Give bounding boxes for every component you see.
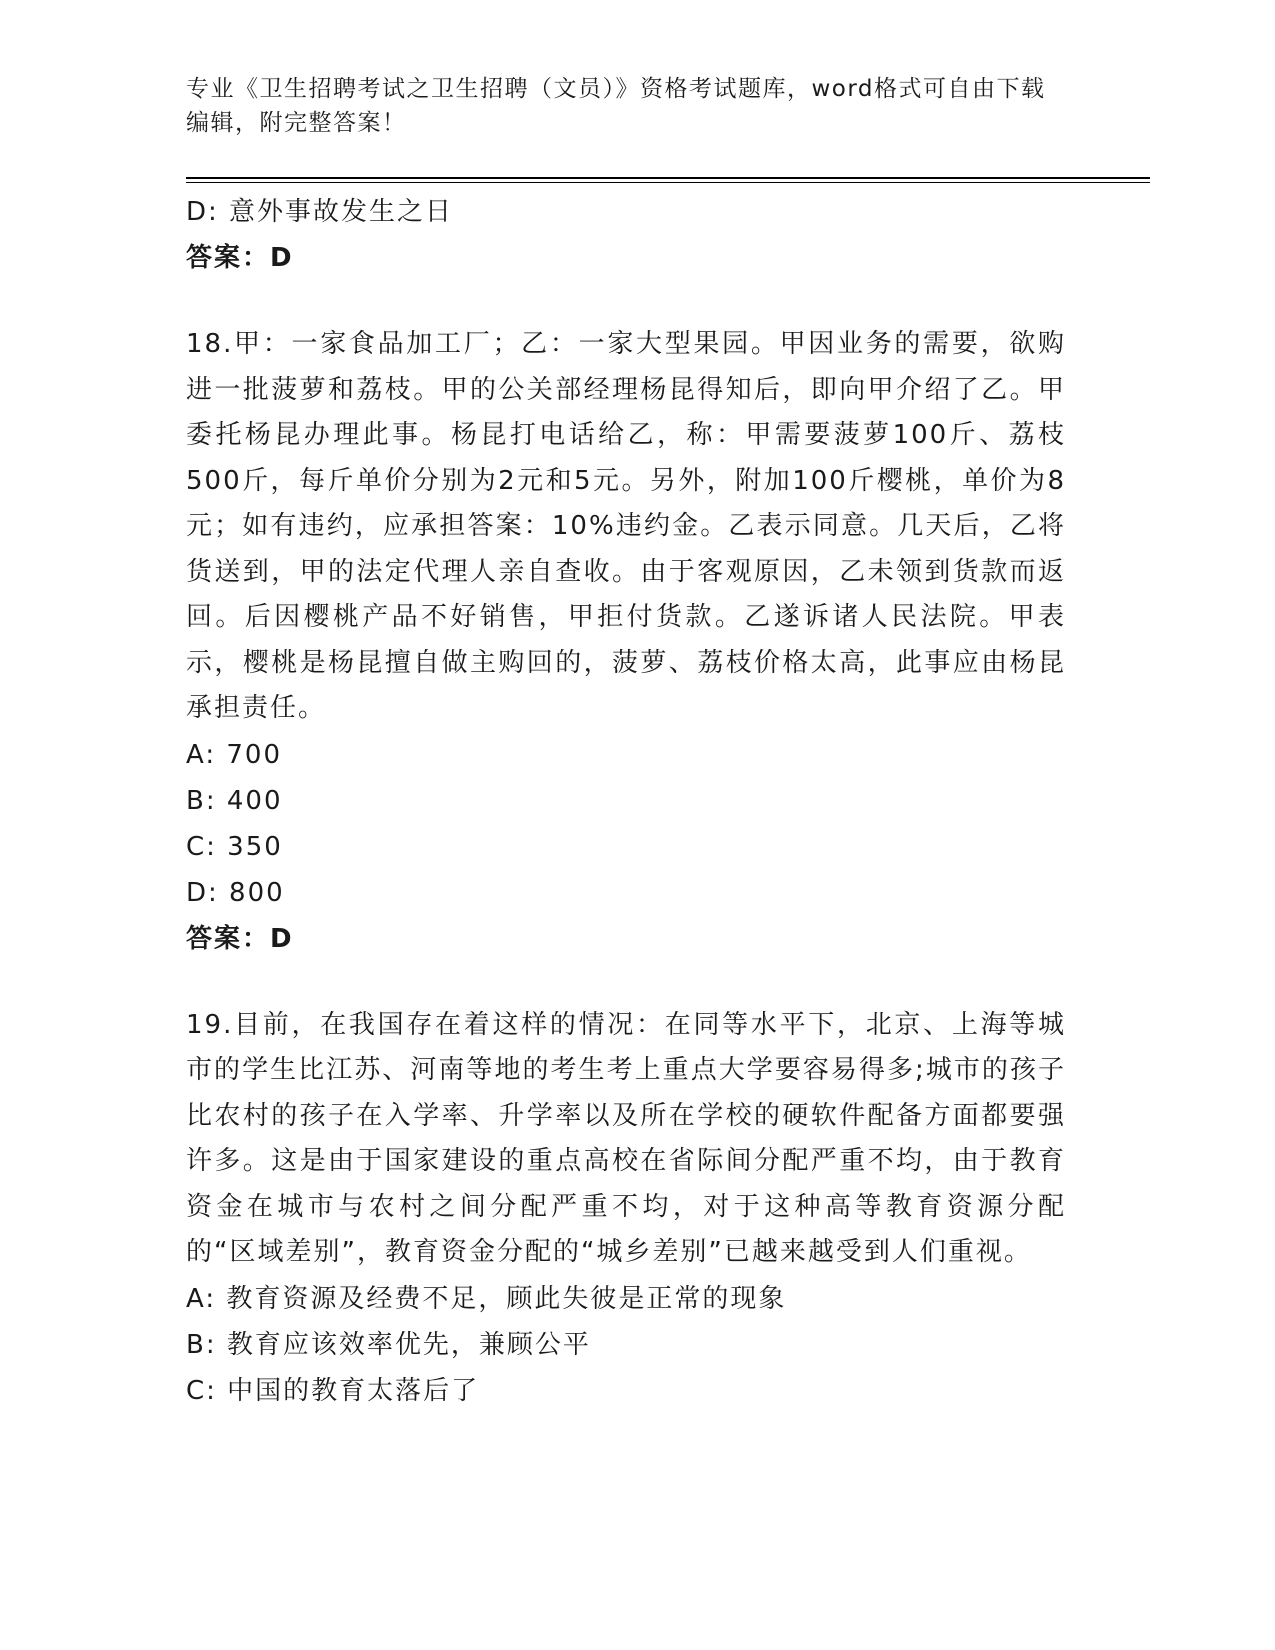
prev-option-d: D: 意外事故发生之日: [186, 197, 454, 227]
question-18-answer: 答案：D: [186, 923, 294, 954]
header-rule-thin: [186, 182, 1150, 183]
question-19-option-a: A: 教育资源及经费不足，顾此失彼是正常的现象: [186, 1283, 787, 1314]
document-body: [186, 189, 1066, 1414]
question-18-text: 18.甲：一家食品加工厂；乙：一家大型果园。甲因业务的需要，欲购进一批菠萝和荔枝。甲的公关部经理杨昆得知后，即向甲介绍了乙。甲委托杨昆办理此事。杨昆打电话给乙，称：甲需要菠萝100斤、荔枝500斤，每斤单价分别为2元和5元。另外，附加100斤樱桃，单价为8元；如有违约，应承担答案：10%违约金。乙表示同意。几天后，乙将货送到，甲的法定代理人亲自查收。由于客观原因，乙未领到货款而返回。后因樱桃产品不好销售，甲拒付货款。乙遂诉诸人民法院。甲表示，樱桃是杨昆擅自做主购回的，菠萝、荔枝价格太高，此事应由杨昆承担责任。: [186, 329, 1066, 723]
header-rule-thick: [186, 177, 1150, 179]
question-19-option-b: B: 教育应该效率优先，兼顾公平: [186, 1329, 591, 1360]
spacer: [186, 962, 1066, 1003]
question-18-option-d: D: 800: [186, 877, 285, 908]
question-19-text: 19.目前，在我国存在着这样的情况：在同等水平下，北京、上海等城市的学生比江苏、河南等地的考生考上重点大学要容易得多;城市的孩子比农村的孩子在入学率、升学率以及所在学校的硬软件配备方面都要强许多。这是由于国家建设的重点高校在省际间分配严重不均，由于教育资金在城市与农村之间分配严重不均，对于这种高等教育资源分配的“区域差别”，教育资金分配的“城乡差别”已越来越受到人们重视。: [186, 1009, 1066, 1267]
spacer: [186, 281, 1066, 322]
document-header: 专业《卫生招聘考试之卫生招聘（文员）》资格考试题库，word格式可自由下载编辑，附完整答案！: [186, 76, 1046, 136]
question-18-option-c: C: 350: [186, 831, 283, 862]
question-19-option-c: C: 中国的教育太落后了: [186, 1375, 480, 1406]
question-18-option-b: B: 400: [186, 785, 283, 816]
question-18-option-a: A: 700: [186, 739, 282, 770]
prev-answer: 答案：D: [186, 243, 294, 273]
